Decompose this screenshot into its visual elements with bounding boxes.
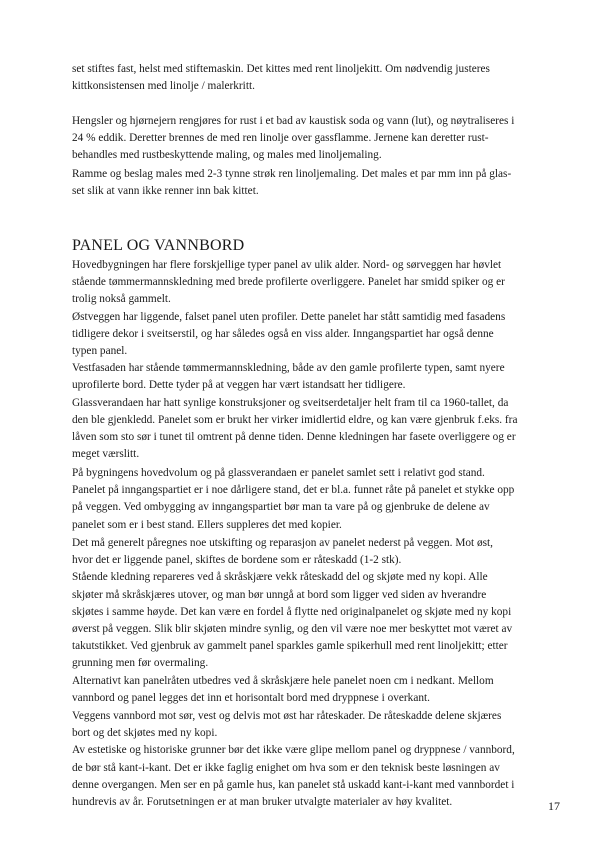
text-line: Stående kledning repareres ved å skråskjære vekk råteskadd del og skjøte med ny kopi. Alle <box>72 571 488 584</box>
text-line: uprofilerte bord. Dette tyder på at veggen har vært istandsatt her tidligere. <box>72 379 406 392</box>
text-line: Østveggen har liggende, falset panel uten profiler. Dette panelet har stått samtidig med fasadens <box>72 310 506 323</box>
text-line: behandles med rustbeskyttende maling, og males med linoljemaling. <box>72 149 382 162</box>
section-heading: PANEL OG VANNBORD <box>72 237 245 254</box>
text-line: denne overgangen. Men ser en på gamle hus, kan panelet stå uskadd kant-i-kant med vannbordet i <box>72 778 515 791</box>
text-line: stående tømmermannskledning med brede profilerte overliggere. Panelet har smidd spiker og er <box>72 276 505 289</box>
text-line: meget værslitt. <box>72 448 140 461</box>
text-line: øverst på veggen. Slik blir skjøten mindre synlig, og den vil være noe mer beskyttet mot været av <box>72 623 513 636</box>
intro-paragraph-2 <box>72 113 542 165</box>
text-line: hvor det er liggende panel, skiftes de bordene som er råteskadd (1-2 stk). <box>72 554 402 567</box>
text-line: set stiftes fast, helst med stiftemaskin. Det kittes med rent linoljekitt. Om nødvendig justeres <box>72 63 490 75</box>
text-line: trolig nokså gammelt. <box>72 293 171 306</box>
text-line: Av estetiske og historiske grunner bør det ikke være glipe mellom panel og dryppnese / vannbord, <box>72 744 515 757</box>
text-line: grunning men før overmaling. <box>72 657 209 670</box>
text-line: de bør stå kant-i-kant. Det er ikke faglig enighet om hva som er den teknisk beste løsningen av <box>72 761 500 774</box>
text-line: Veggens vannbord mot sør, vest og delvis mot øst har råteskader. De råteskadde delene skjæres <box>72 710 502 722</box>
text-line: bort og det skjøtes med ny kopi. <box>72 727 218 740</box>
section-paragraph-3 <box>72 535 542 707</box>
text-line: kittkonsistensen med linolje / malerkritt. <box>72 80 255 93</box>
text-line: set slik at vann ikke renner inn bak kittet. <box>72 185 259 198</box>
section-paragraph-1 <box>72 257 542 463</box>
text-line: typen panel. <box>72 345 128 358</box>
section-paragraph-2 <box>72 465 542 534</box>
section-paragraph-4 <box>72 708 542 811</box>
text-line: skjøtes i samme høyde. Det kan være en fordel å flytte ned originalpanelet og skjøte med ny kopi <box>72 605 512 618</box>
intro-paragraph-3 <box>72 166 542 200</box>
text-line: hundrevis av år. Forutsetningen er at man bruker utvalgte materialer av høy kvalitet. <box>72 796 453 809</box>
page-number: 17 <box>548 799 560 813</box>
text-line: panelet som er i best stand. Ellers suppleres det med kopier. <box>72 518 342 531</box>
text-line: Det må generelt påregnes noe utskifting og reparasjon av panelet nederst på veggen. Mot øst, <box>72 537 493 549</box>
intro-paragraph-1 <box>72 61 542 95</box>
text-line: Glassverandaen har hatt synlige konstruksjoner og sveitserdetaljer helt fram til ca 1960-tallet, da <box>72 396 509 409</box>
text-line: tidligere dekor i sveitserstil, og har således også en viss alder. Inngangspartiet har også denne <box>72 327 494 340</box>
text-line: den ble gjenkledd. Panelet som er brukt her virker imidlertid eldre, og kan være gjenbruk f.eks. fra <box>72 413 518 426</box>
text-line: Alternativt kan panelråten utbedres ved å skråskjære hele panelet noen cm i nedkant. Mellom <box>72 674 494 687</box>
text-line: Hengsler og hjørnejern rengjøres for rust i et bad av kaustisk soda og vann (lut), og nøytraliseres i <box>72 115 515 127</box>
text-line: på veggen. Ved ombygging av inngangspartiet bør man ta vare på og gjenbruke de delene av <box>72 501 490 514</box>
text-line: vannbord og panel legges det inn et horisontalt bord med dryppnese i overkant. <box>72 691 430 704</box>
text-line: Vestfasaden har stående tømmermannskledning, både av den gamle profilerte typen, samt nyere <box>72 362 505 375</box>
text-line: Panelet på inngangspartiet er i noe dårligere stand, det er bl.a. funnet råte på panelet et stykke opp <box>72 484 515 497</box>
text-line: Hovedbygningen har flere forskjellige typer panel av ulik alder. Nord- og sørveggen har høvlet <box>72 259 502 271</box>
text-line: låven som sto sør i tunet til omtrent på denne tiden. Denne kledningen har fasete overliggere og er <box>72 431 516 444</box>
text-line: takutstikket. Ved gjenbruk av gammelt panel sparkles gamle spikerhull med rent linoljekitt; etter <box>72 640 508 653</box>
text-line: 24 % eddik. Deretter brennes de med ren linolje over gassflamme. Jernene kan deretter rust- <box>72 132 489 145</box>
text-line: Ramme og beslag males med 2-3 tynne strøk ren linoljemaling. Det males et par mm inn på glas- <box>72 168 512 180</box>
text-line: På bygningens hovedvolum og på glassverandaen er panelet samlet sett i relativt god stand. <box>72 467 485 479</box>
text-line: skjøter må skråskjæres utover, og man bør unngå at bord som ligger ved siden av hverandre <box>72 588 487 601</box>
